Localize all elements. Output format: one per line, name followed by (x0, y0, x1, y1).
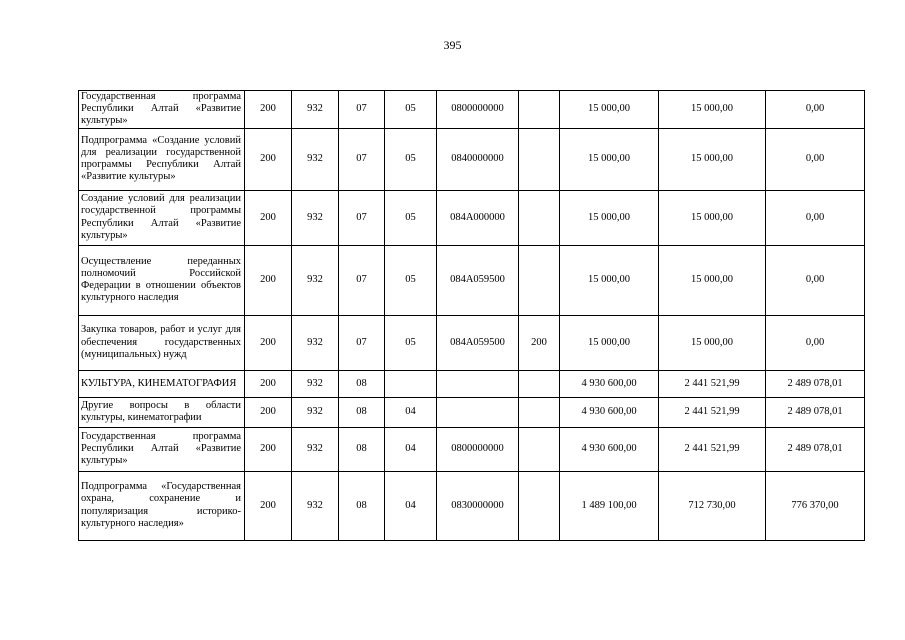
amount-3-cell: 0,00 (766, 245, 865, 315)
amount-1-cell: 4 930 600,00 (560, 370, 659, 397)
expense-type-cell (519, 91, 560, 129)
section-code-cell: 08 (339, 427, 385, 471)
amount-3-cell: 0,00 (766, 128, 865, 190)
amount-1-cell: 15 000,00 (560, 245, 659, 315)
row-name-cell: Государственная программа Республики Алтай «Развитие культуры» (79, 427, 245, 471)
subsection-code-cell (385, 370, 437, 397)
admin-code-cell: 200 (245, 315, 292, 370)
target-article-cell: 0800000000 (437, 427, 519, 471)
table-row (79, 315, 865, 370)
row-name-cell: Государственная программа Республики Алтай «Развитие культуры» (79, 91, 245, 129)
subsection-code-cell: 05 (385, 315, 437, 370)
amount-2-cell: 15 000,00 (659, 315, 766, 370)
target-article-cell: 0840000000 (437, 128, 519, 190)
table-row (79, 128, 865, 190)
amount-2-cell: 2 441 521,99 (659, 397, 766, 427)
amount-3-cell: 0,00 (766, 91, 865, 129)
expense-type-cell (519, 427, 560, 471)
admin-code-cell: 200 (245, 370, 292, 397)
amount-1-cell: 15 000,00 (560, 128, 659, 190)
amount-1-cell: 15 000,00 (560, 91, 659, 129)
target-article-cell: 084А059500 (437, 245, 519, 315)
section-code-cell: 07 (339, 315, 385, 370)
table-row (79, 190, 865, 245)
section-code-cell: 08 (339, 397, 385, 427)
section-code-cell: 08 (339, 471, 385, 540)
ministry-code-cell: 932 (292, 128, 339, 190)
target-article-cell: 0830000000 (437, 471, 519, 540)
section-code-cell: 07 (339, 245, 385, 315)
expense-type-cell (519, 245, 560, 315)
amount-2-cell: 15 000,00 (659, 245, 766, 315)
ministry-code-cell: 932 (292, 397, 339, 427)
amount-3-cell: 2 489 078,01 (766, 397, 865, 427)
expense-type-cell (519, 370, 560, 397)
section-code-cell: 07 (339, 128, 385, 190)
amount-2-cell: 15 000,00 (659, 190, 766, 245)
amount-2-cell: 2 441 521,99 (659, 370, 766, 397)
amount-3-cell: 0,00 (766, 315, 865, 370)
table-row (79, 471, 865, 540)
amount-2-cell: 15 000,00 (659, 91, 766, 129)
subsection-code-cell: 04 (385, 397, 437, 427)
admin-code-cell: 200 (245, 245, 292, 315)
page-number: 395 (443, 38, 462, 52)
table-row (79, 397, 865, 427)
subsection-code-cell: 05 (385, 245, 437, 315)
row-name-cell: Создание условий для реализации государственной программы Республики Алтай «Развитие культуры» (79, 190, 245, 245)
target-article-cell (437, 370, 519, 397)
table-row (79, 91, 865, 129)
amount-1-cell: 15 000,00 (560, 190, 659, 245)
admin-code-cell: 200 (245, 128, 292, 190)
amount-1-cell: 4 930 600,00 (560, 397, 659, 427)
target-article-cell: 0800000000 (437, 91, 519, 129)
amount-1-cell: 15 000,00 (560, 315, 659, 370)
subsection-code-cell: 04 (385, 471, 437, 540)
amount-2-cell: 15 000,00 (659, 128, 766, 190)
row-name-cell: Подпрограмма «Создание условий для реализации государственной программы Республики Алтай «Развитие культуры» (79, 128, 245, 190)
ministry-code-cell: 932 (292, 315, 339, 370)
expense-type-cell (519, 190, 560, 245)
subsection-code-cell: 05 (385, 128, 437, 190)
amount-2-cell: 712 730,00 (659, 471, 766, 540)
ministry-code-cell: 932 (292, 427, 339, 471)
row-name-cell: Осуществление переданных полномочий Российской Федерации в отношении объектов культурного наследия (79, 245, 245, 315)
ministry-code-cell: 932 (292, 370, 339, 397)
amount-1-cell: 1 489 100,00 (560, 471, 659, 540)
section-code-cell: 07 (339, 91, 385, 129)
amount-2-cell: 2 441 521,99 (659, 427, 766, 471)
subsection-code-cell: 05 (385, 190, 437, 245)
subsection-code-cell: 05 (385, 91, 437, 129)
amount-3-cell: 776 370,00 (766, 471, 865, 540)
ministry-code-cell: 932 (292, 471, 339, 540)
ministry-code-cell: 932 (292, 91, 339, 129)
amount-3-cell: 2 489 078,01 (766, 427, 865, 471)
admin-code-cell: 200 (245, 471, 292, 540)
ministry-code-cell: 932 (292, 245, 339, 315)
admin-code-cell: 200 (245, 190, 292, 245)
table-row (79, 427, 865, 471)
ministry-code-cell: 932 (292, 190, 339, 245)
target-article-cell: 084А059500 (437, 315, 519, 370)
admin-code-cell: 200 (245, 91, 292, 129)
table-row (79, 245, 865, 315)
budget-table (78, 90, 865, 541)
table-row (79, 370, 865, 397)
expense-type-cell (519, 128, 560, 190)
amount-1-cell: 4 930 600,00 (560, 427, 659, 471)
target-article-cell (437, 397, 519, 427)
admin-code-cell: 200 (245, 427, 292, 471)
expense-type-cell: 200 (519, 315, 560, 370)
section-code-cell: 08 (339, 370, 385, 397)
subsection-code-cell: 04 (385, 427, 437, 471)
expense-type-cell (519, 471, 560, 540)
target-article-cell: 084А000000 (437, 190, 519, 245)
row-name-cell: Подпрограмма «Государственная охрана, сохранение и популяризация историко-культурного наследия» (79, 471, 245, 540)
amount-3-cell: 2 489 078,01 (766, 370, 865, 397)
expense-type-cell (519, 397, 560, 427)
admin-code-cell: 200 (245, 397, 292, 427)
row-name-cell: Закупка товаров, работ и услуг для обеспечения государственных (муниципальных) нужд (79, 315, 245, 370)
section-code-cell: 07 (339, 190, 385, 245)
row-name-cell: Другие вопросы в области культуры, кинематографии (79, 397, 245, 427)
row-name-cell: КУЛЬТУРА, КИНЕМАТОГРАФИЯ (79, 370, 245, 397)
amount-3-cell: 0,00 (766, 190, 865, 245)
